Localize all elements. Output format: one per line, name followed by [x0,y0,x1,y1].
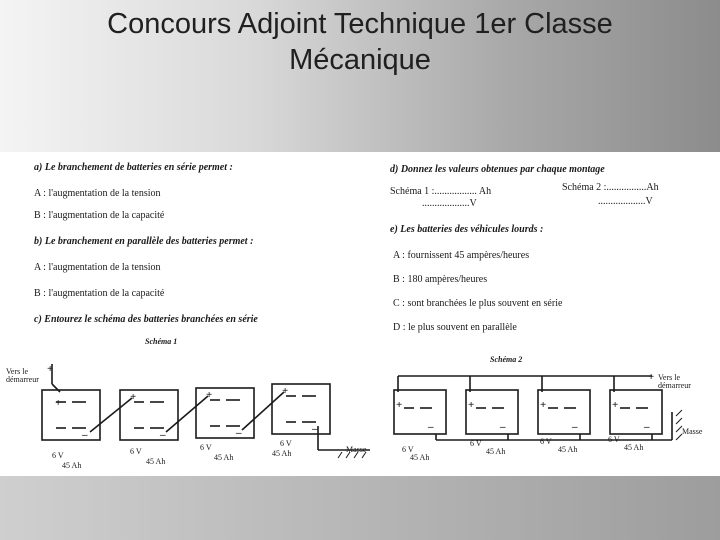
schema1-battery1-ah: 45 Ah [62,461,82,470]
schema1-battery4-volt: 6 V [280,439,292,448]
schema1-battery2-volt: 6 V [130,447,142,456]
svg-text:+: + [540,399,547,411]
schema2-vers: Vers le [658,373,680,382]
answer-a-A: A : l'augmentation de la tension [34,188,161,199]
question-e: e) Les batteries des véhicules lourds : [390,224,544,235]
svg-text:–: – [572,421,578,433]
schema2-battery1-volt: 6 V [402,445,414,454]
schema1-battery3-volt: 6 V [200,443,212,452]
slide-title [0,6,720,78]
question-a: a) Le branchement de batteries en série permet : [34,162,233,173]
svg-text:+: + [206,389,213,401]
svg-text:+: + [47,363,54,375]
svg-text:–: – [160,429,166,441]
answer-e-A: A : fournissent 45 ampères/heures [393,250,530,261]
schema1-battery4-ah: 45 Ah [272,449,292,458]
svg-text:+: + [130,391,137,403]
slide-bottom-band [0,476,720,540]
slide-title-line1: Concours Adjoint Technique 1er Classe [107,8,613,40]
schema2-battery3-volt: 6 V [540,437,552,446]
schema2-demarreur: démarreur [658,381,691,390]
schema1-vers: Vers le [6,367,28,376]
schema2-battery4-ah: 45 Ah [624,443,644,452]
answer-e-D: D : le plus souvent en parallèle [393,322,517,333]
answer-b-B: B : l'augmentation de la capacité [34,288,165,299]
schema1-battery3-ah: 45 Ah [214,453,234,462]
schema2-battery1-ah: 45 Ah [410,453,430,462]
svg-text:–: – [236,427,242,439]
svg-text:–: – [428,421,434,433]
answer-d-schema1: Schéma 1 :................. Ah [390,186,492,197]
schema2-diagram [380,152,720,476]
svg-text:–: – [500,421,506,433]
answer-b-A: A : l'augmentation de la tension [34,262,161,273]
answer-d-schema1-volt: ...................V [422,198,477,209]
svg-text:+: + [612,399,619,411]
answer-d-schema2: Schéma 2 :................Ah [562,182,659,193]
answer-e-B: B : 180 ampères/heures [393,274,488,285]
schema1-masse: Masse [346,445,367,454]
schema1-battery1-volt: 6 V [52,451,64,460]
schema2-battery2-ah: 45 Ah [486,447,506,456]
schema2-battery3-ah: 45 Ah [558,445,578,454]
svg-text:+: + [282,385,289,397]
schema2-battery4-volt: 6 V [608,435,620,444]
schema2-battery2-volt: 6 V [470,439,482,448]
scanned-exam-sheet [0,152,720,476]
svg-text:+: + [55,397,62,409]
schema1-diagram [0,152,370,476]
schema1-demarreur: démarreur [6,375,39,384]
svg-text:+: + [396,399,403,411]
schema2-label: Schéma 2 [490,355,523,364]
svg-text:+: + [648,371,655,383]
slide-title-line2: Mécanique [289,44,431,76]
svg-text:–: – [82,429,88,441]
question-c: c) Entourez le schéma des batteries branchées en série [34,314,258,325]
question-b: b) Le branchement en parallèle des batteries permet : [34,236,254,247]
answer-d-schema2-volt: ...................V [598,196,653,207]
svg-text:–: – [644,421,650,433]
schema1-label: Schéma 1 [145,337,178,346]
svg-text:+: + [468,399,475,411]
answer-e-C: C : sont branchées le plus souvent en série [393,298,563,309]
answer-a-B: B : l'augmentation de la capacité [34,210,165,221]
svg-text:–: – [312,423,318,435]
question-d: d) Donnez les valeurs obtenues par chaque montage [390,164,605,175]
schema1-battery2-ah: 45 Ah [146,457,166,466]
schema2-masse: Masse [682,427,703,436]
